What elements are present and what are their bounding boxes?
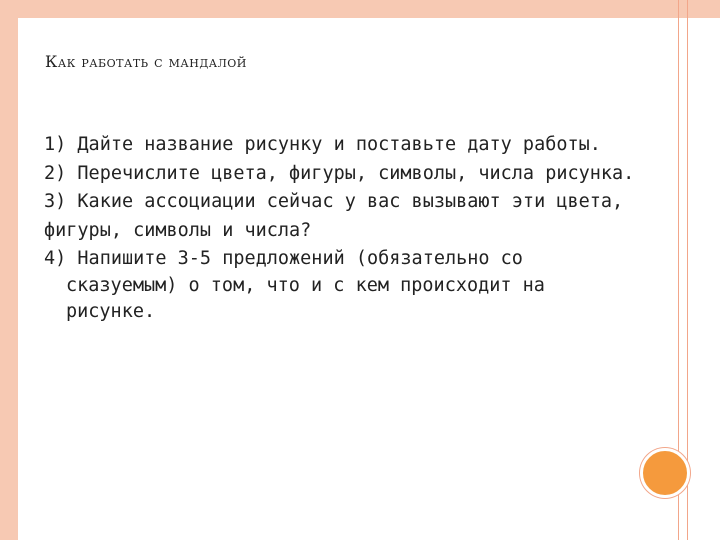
list-item: 2) Перечислите цвета, фигуры, символы, числа рисунка. xyxy=(44,162,635,184)
list-item: 4) Напишите 3-5 предложений (обязательно со сказуемым) о том, что и с кем происходит на рисунке. xyxy=(44,248,545,322)
list-item: фигуры, символы и числа? xyxy=(44,219,312,241)
list-item: 3) Какие ассоциации сейчас у вас вызывают эти цвета, xyxy=(44,191,624,212)
slide-title: Как работать с мандалой xyxy=(45,52,247,71)
slide-top-border xyxy=(0,0,720,18)
slide-left-border xyxy=(0,0,18,540)
right-rule-line-2 xyxy=(687,0,688,540)
slide-body xyxy=(44,132,644,328)
decorative-circle xyxy=(640,448,690,498)
list-item: 1) Дайте название рисунку и поставьте дату работы. xyxy=(44,134,601,155)
